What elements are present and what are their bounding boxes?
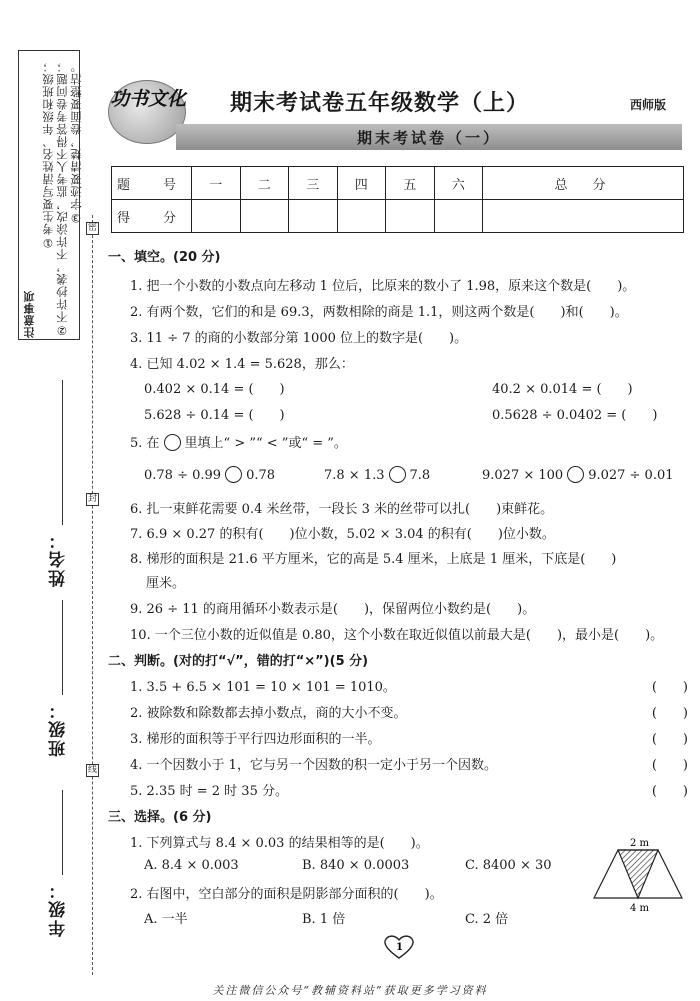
s1-question-7: 7. 6.9 × 0.27 的积有( )位小数，5.02 × 3.04 的积有( )位小数。 bbox=[130, 527, 555, 542]
q5a-left: 0.78 ÷ 0.99 bbox=[144, 468, 222, 483]
score-table bbox=[111, 166, 684, 233]
s3-q1-option-a[interactable]: A. 8.4 × 0.003 bbox=[144, 858, 239, 873]
s3-q1-option-b[interactable]: B. 840 × 0.0003 bbox=[302, 858, 410, 873]
s1-q4-part-d: 0.5628 ÷ 0.0402 = ( ) bbox=[492, 408, 658, 423]
subtitle-bar bbox=[176, 124, 682, 150]
s3-question-1: 1. 下列算式与 8.4 × 0.03 的结果相等的是( )。 bbox=[130, 836, 429, 851]
s1-q4-part-b: 40.2 × 0.014 = ( ) bbox=[492, 382, 633, 397]
score-header-5: 五 bbox=[386, 167, 435, 200]
q5-prefix: 5. 在 bbox=[130, 436, 160, 451]
seal-mark-mi: 密 bbox=[87, 223, 97, 233]
s1-question-4: 4. 已知 4.02 × 1.4 = 5.628，那么： bbox=[130, 357, 354, 372]
publisher-logo bbox=[108, 80, 186, 144]
score-table-header-row bbox=[112, 167, 684, 200]
score-header-total: 总 分 bbox=[483, 167, 684, 200]
score-header-6: 六 bbox=[434, 167, 483, 200]
s2-item-1: 1. 3.5 + 6.5 × 101 = 10 × 101 = 1010。 bbox=[130, 680, 396, 695]
q5b-left: 7.8 × 1.3 bbox=[324, 468, 385, 483]
s1-question-8: 8. 梯形的面积是 21.6 平方厘米，它的高是 5.4 厘米，上底是 1 厘米，下底是( ) bbox=[130, 552, 617, 567]
footer-note: 关注微信公众号“教辅资料站”获取更多学习资料 bbox=[212, 984, 488, 997]
s1-question-9: 9. 26 ÷ 11 的商用循环小数表示是( )，保留两位小数约是( )。 bbox=[130, 602, 536, 617]
score-cell-total[interactable] bbox=[483, 200, 684, 233]
exam-title: 期末考试卷五年级数学（上） bbox=[230, 91, 530, 116]
shaded-triangle bbox=[618, 850, 658, 898]
s3-q2-option-a[interactable]: A. 一半 bbox=[144, 912, 188, 927]
grade-blank-line[interactable] bbox=[62, 790, 63, 875]
s2-item-3: 3. 梯形的面积等于平行四边形面积的一半。 bbox=[130, 732, 381, 747]
s3-q1-option-c[interactable]: C. 8400 × 30 bbox=[465, 858, 552, 873]
s3-q2-option-b[interactable]: B. 1 倍 bbox=[302, 912, 346, 927]
q5c-right: 9.027 ÷ 0.01 bbox=[588, 468, 674, 483]
page-number: 1 bbox=[396, 942, 403, 953]
s1-question-2: 2. 有两个数，它们的和是 69.3，两数相除的商是 1.1，则这两个数是( )和( )。 bbox=[130, 305, 628, 320]
class-field-label: 班级： bbox=[49, 700, 69, 757]
seal-mark-feng: 封 bbox=[87, 494, 97, 504]
compare-circle-icon bbox=[164, 434, 181, 451]
exam-subtitle: 期末考试卷（一） bbox=[356, 129, 501, 147]
seal-cut-line bbox=[92, 215, 93, 975]
s1-q4-part-a: 0.402 × 0.14 = ( ) bbox=[144, 382, 285, 397]
s1-q5-item-b bbox=[324, 466, 430, 483]
section-1-title: 一、填空。(20 分) bbox=[108, 250, 221, 265]
answer-circle-c[interactable] bbox=[567, 466, 584, 483]
name-field-label: 姓名： bbox=[49, 530, 69, 587]
score-header-3: 三 bbox=[289, 167, 338, 200]
class-blank-line[interactable] bbox=[62, 600, 63, 695]
score-cell-4[interactable] bbox=[337, 200, 386, 233]
score-cell-2[interactable] bbox=[240, 200, 289, 233]
score-cell-6[interactable] bbox=[434, 200, 483, 233]
notice-title: 注意事项 bbox=[23, 290, 36, 338]
score-cell-3[interactable] bbox=[289, 200, 338, 233]
s2-item-2: 2. 被除数和除数都去掉小数点，商的大小不变。 bbox=[130, 706, 407, 721]
grade-field-label: 年级： bbox=[49, 880, 69, 937]
s1-question-10: 10. 一个三位小数的近似值是 0.80，这个小数在取近似值以前最大是( )，最小是( )。 bbox=[130, 628, 664, 643]
binding-margin bbox=[0, 0, 98, 1001]
s1-question-6: 6. 扎一束鲜花需要 0.4 米丝带，一段长 3 米的丝带可以扎( )束鲜花。 bbox=[130, 502, 554, 517]
trapezoid-figure bbox=[588, 836, 688, 914]
figure-top-label: 2 m bbox=[630, 838, 650, 849]
edition-label: 西师版 bbox=[630, 98, 667, 112]
s2-item-5: 5. 2.35 时 = 2 时 35 分。 bbox=[130, 784, 288, 799]
name-blank-line[interactable] bbox=[62, 380, 63, 525]
section-3-title: 三、选择。(6 分) bbox=[108, 810, 212, 825]
s2-answer-5[interactable]: ( ) bbox=[651, 784, 688, 799]
score-row-label: 得 分 bbox=[112, 200, 192, 233]
q5b-right: 7.8 bbox=[409, 468, 431, 483]
score-header-4: 四 bbox=[337, 167, 386, 200]
s1-q5-item-c bbox=[482, 466, 674, 483]
notice-line-3: ③字迹要清楚，卷面要整洁。 bbox=[69, 60, 83, 225]
s2-answer-2[interactable]: ( ) bbox=[651, 706, 688, 721]
s1-question-8-cont: 厘米。 bbox=[146, 576, 186, 591]
score-cell-5[interactable] bbox=[386, 200, 435, 233]
s1-q5-item-a bbox=[144, 466, 275, 483]
score-table-score-row bbox=[112, 200, 684, 233]
answer-circle-a[interactable] bbox=[225, 466, 242, 483]
seal-mark-xian: 线 bbox=[87, 765, 97, 775]
score-header-1: 一 bbox=[192, 167, 241, 200]
score-header-2: 二 bbox=[240, 167, 289, 200]
figure-bottom-label: 4 m bbox=[630, 903, 650, 914]
s2-item-4: 4. 一个因数小于 1，它与另一个因数的积一定小于另一个因数。 bbox=[130, 758, 497, 773]
q5-suffix: 里填上“ > ”“ < ”或“ = ”。 bbox=[184, 436, 347, 451]
score-cell-1[interactable] bbox=[192, 200, 241, 233]
s2-answer-4[interactable]: ( ) bbox=[651, 758, 688, 773]
s1-question-5 bbox=[130, 432, 347, 451]
notice-line-2: ②不许抄袭，不许涂改，监考人不得答考卷问题； bbox=[55, 60, 69, 338]
s3-q2-option-c[interactable]: C. 2 倍 bbox=[465, 912, 509, 927]
answer-circle-b[interactable] bbox=[389, 466, 406, 483]
s1-question-3: 3. 11 ÷ 7 的商的小数部分第 1000 位上的数字是( )。 bbox=[130, 331, 468, 346]
s2-answer-1[interactable]: ( ) bbox=[651, 680, 688, 695]
q5a-right: 0.78 bbox=[246, 468, 276, 483]
s1-q4-part-c: 5.628 ÷ 0.14 = ( ) bbox=[144, 408, 285, 423]
section-2-title: 二、判断。(对的打“√”，错的打“×”)(5 分) bbox=[108, 654, 369, 669]
s3-question-2: 2. 右图中，空白部分的面积是阴影部分面积的( )。 bbox=[130, 887, 443, 902]
s2-answer-3[interactable]: ( ) bbox=[651, 732, 688, 747]
s1-question-1: 1. 把一个小数的小数点向左移动 1 位后，比原来的数小了 1.98，原来这个数是( )。 bbox=[130, 279, 636, 294]
notice-line-1: ①考生要写清姓名、年级和班级； bbox=[41, 60, 55, 250]
q5c-left: 9.027 × 100 bbox=[482, 468, 564, 483]
logo-text: 功书文化 bbox=[109, 88, 186, 110]
score-header-label: 题 号 bbox=[112, 167, 192, 200]
page-number-heart bbox=[382, 934, 416, 960]
